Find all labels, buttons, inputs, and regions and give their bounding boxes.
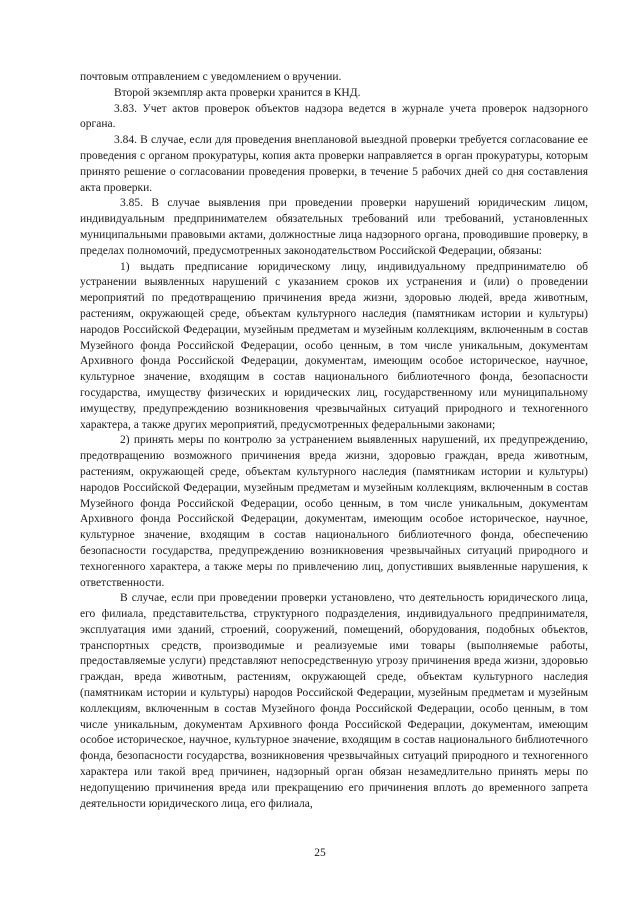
paragraph-3-83: 3.83. Учет актов проверок объектов надзора ведется в журнале учета проверок надзорного органа. — [80, 102, 588, 131]
list-item-1: 1) выдать предписание юридическому лицу, индивидуальному предпринимателю об устранении выявленных нарушений с указанием сроков их устранения и (или) о проведении мероприятий по предотвращению причинения вреда жизни, здоровью людей, вреда животным, растениям, окружающей среде, объектам культурного наследия (памятникам истории и культуры) народов Российской Федерации, музейным предметам и музейным коллекциям, включенным в состав Музейного фонда Российской Федерации, особо ценным, в том числе уникальным, документам Архивного фонда Российской Федерации, документам, имеющим особое историческое, научное, культурное значение, входящим в состав национального библиотечного фонда, безопасности государства, имуществу физических и юридических лиц, государственному или муниципальному имуществу, предупреждению возникновения чрезвычайных ситуаций природного и техногенного характера, а также других мероприятий, предусмотренных федеральными законами; — [80, 260, 588, 431]
paragraph-3-85: 3.85. В случае выявления при проведении проверки нарушений юридическим лицом, индивидуальным предпринимателем обязательных требований или требований, установленных муниципальными правовыми актами, должностные лица надзорного органа, проводившие проверку, в пределах полномочий, предусмотренных законодательством Российской Федерации, обязаны: — [80, 197, 588, 257]
paragraph-3-84: 3.84. В случае, если для проведения внеплановой выездной проверки требуется согласование ее проведения с органом прокуратуры, копия акта проверки направляется в орган прокуратуры, которым принято решение о согласовании проведения проверки, в течение 5 рабочих дней со дня составления акта проверки. — [80, 134, 588, 194]
list-item-2: 2) принять меры по контролю за устранением выявленных нарушений, их предупреждению, предотвращению возможного причинения вреда жизни, здоровью граждан, вреда животным, растениям, окружающей среде, объектам культурного наследия (памятникам истории и культуры) народов Российской Федерации, музейным предметам и музейным коллекциям, включенным в состав Музейного фонда Российской Федерации, особо ценным, в том числе уникальным, документам Архивного фонда Российской Федерации, документам, имеющим особое историческое, научное, культурное значение, входящим в состав национального библиотечного фонда, обеспечению безопасности государства, предупреждению возникновения чрезвычайных ситуаций природного и техногенного характера, а также меры по привлечению лиц, допустивших выявленные нарушения, к ответственности. — [80, 434, 588, 589]
document-page — [80, 70, 588, 812]
paragraph-second-copy: Второй экземпляр акта проверки хранится в КНД. — [114, 86, 361, 99]
paragraph-continuation: почтовым отправлением с уведомлением о вручении. — [80, 71, 342, 83]
page-number: 25 — [314, 847, 326, 859]
paragraph-immediate-threat: В случае, если при проведении проверки установлено, что деятельность юридического лица, его филиала, представительства, структурного подразделения, индивидуального предпринимателя, эксплуатация ими зданий, строений, сооружений, помещений, оборудования, подобных объектов, транспортных средств, производимые и реализуемые ими товары (выполняемые работы, предоставляемые услуги) представляют непосредственную угрозу причинения вреда жизни, здоровью граждан, вреда животным, растениям, окружающей среде, объектам культурного наследия (памятникам истории и культуры) народов Российской Федерации, музейным предметам и музейным коллекциям, включенным в состав Музейного фонда Российской Федерации, особо ценным, в том числе уникальным, документам Архивного фонда Российской Федерации, документам, имеющим особое историческое, научное, культурное значение, входящим в состав национального библиотечного фонда, безопасности государства, возникновения чрезвычайных ситуаций природного и техногенного характера или такой вред причинен, надзорный орган обязан незамедлительно принять меры по недопущению причинения вреда или прекращению его причинения вплоть до временного запрета деятельности юридического лица, его филиала, — [80, 592, 588, 810]
